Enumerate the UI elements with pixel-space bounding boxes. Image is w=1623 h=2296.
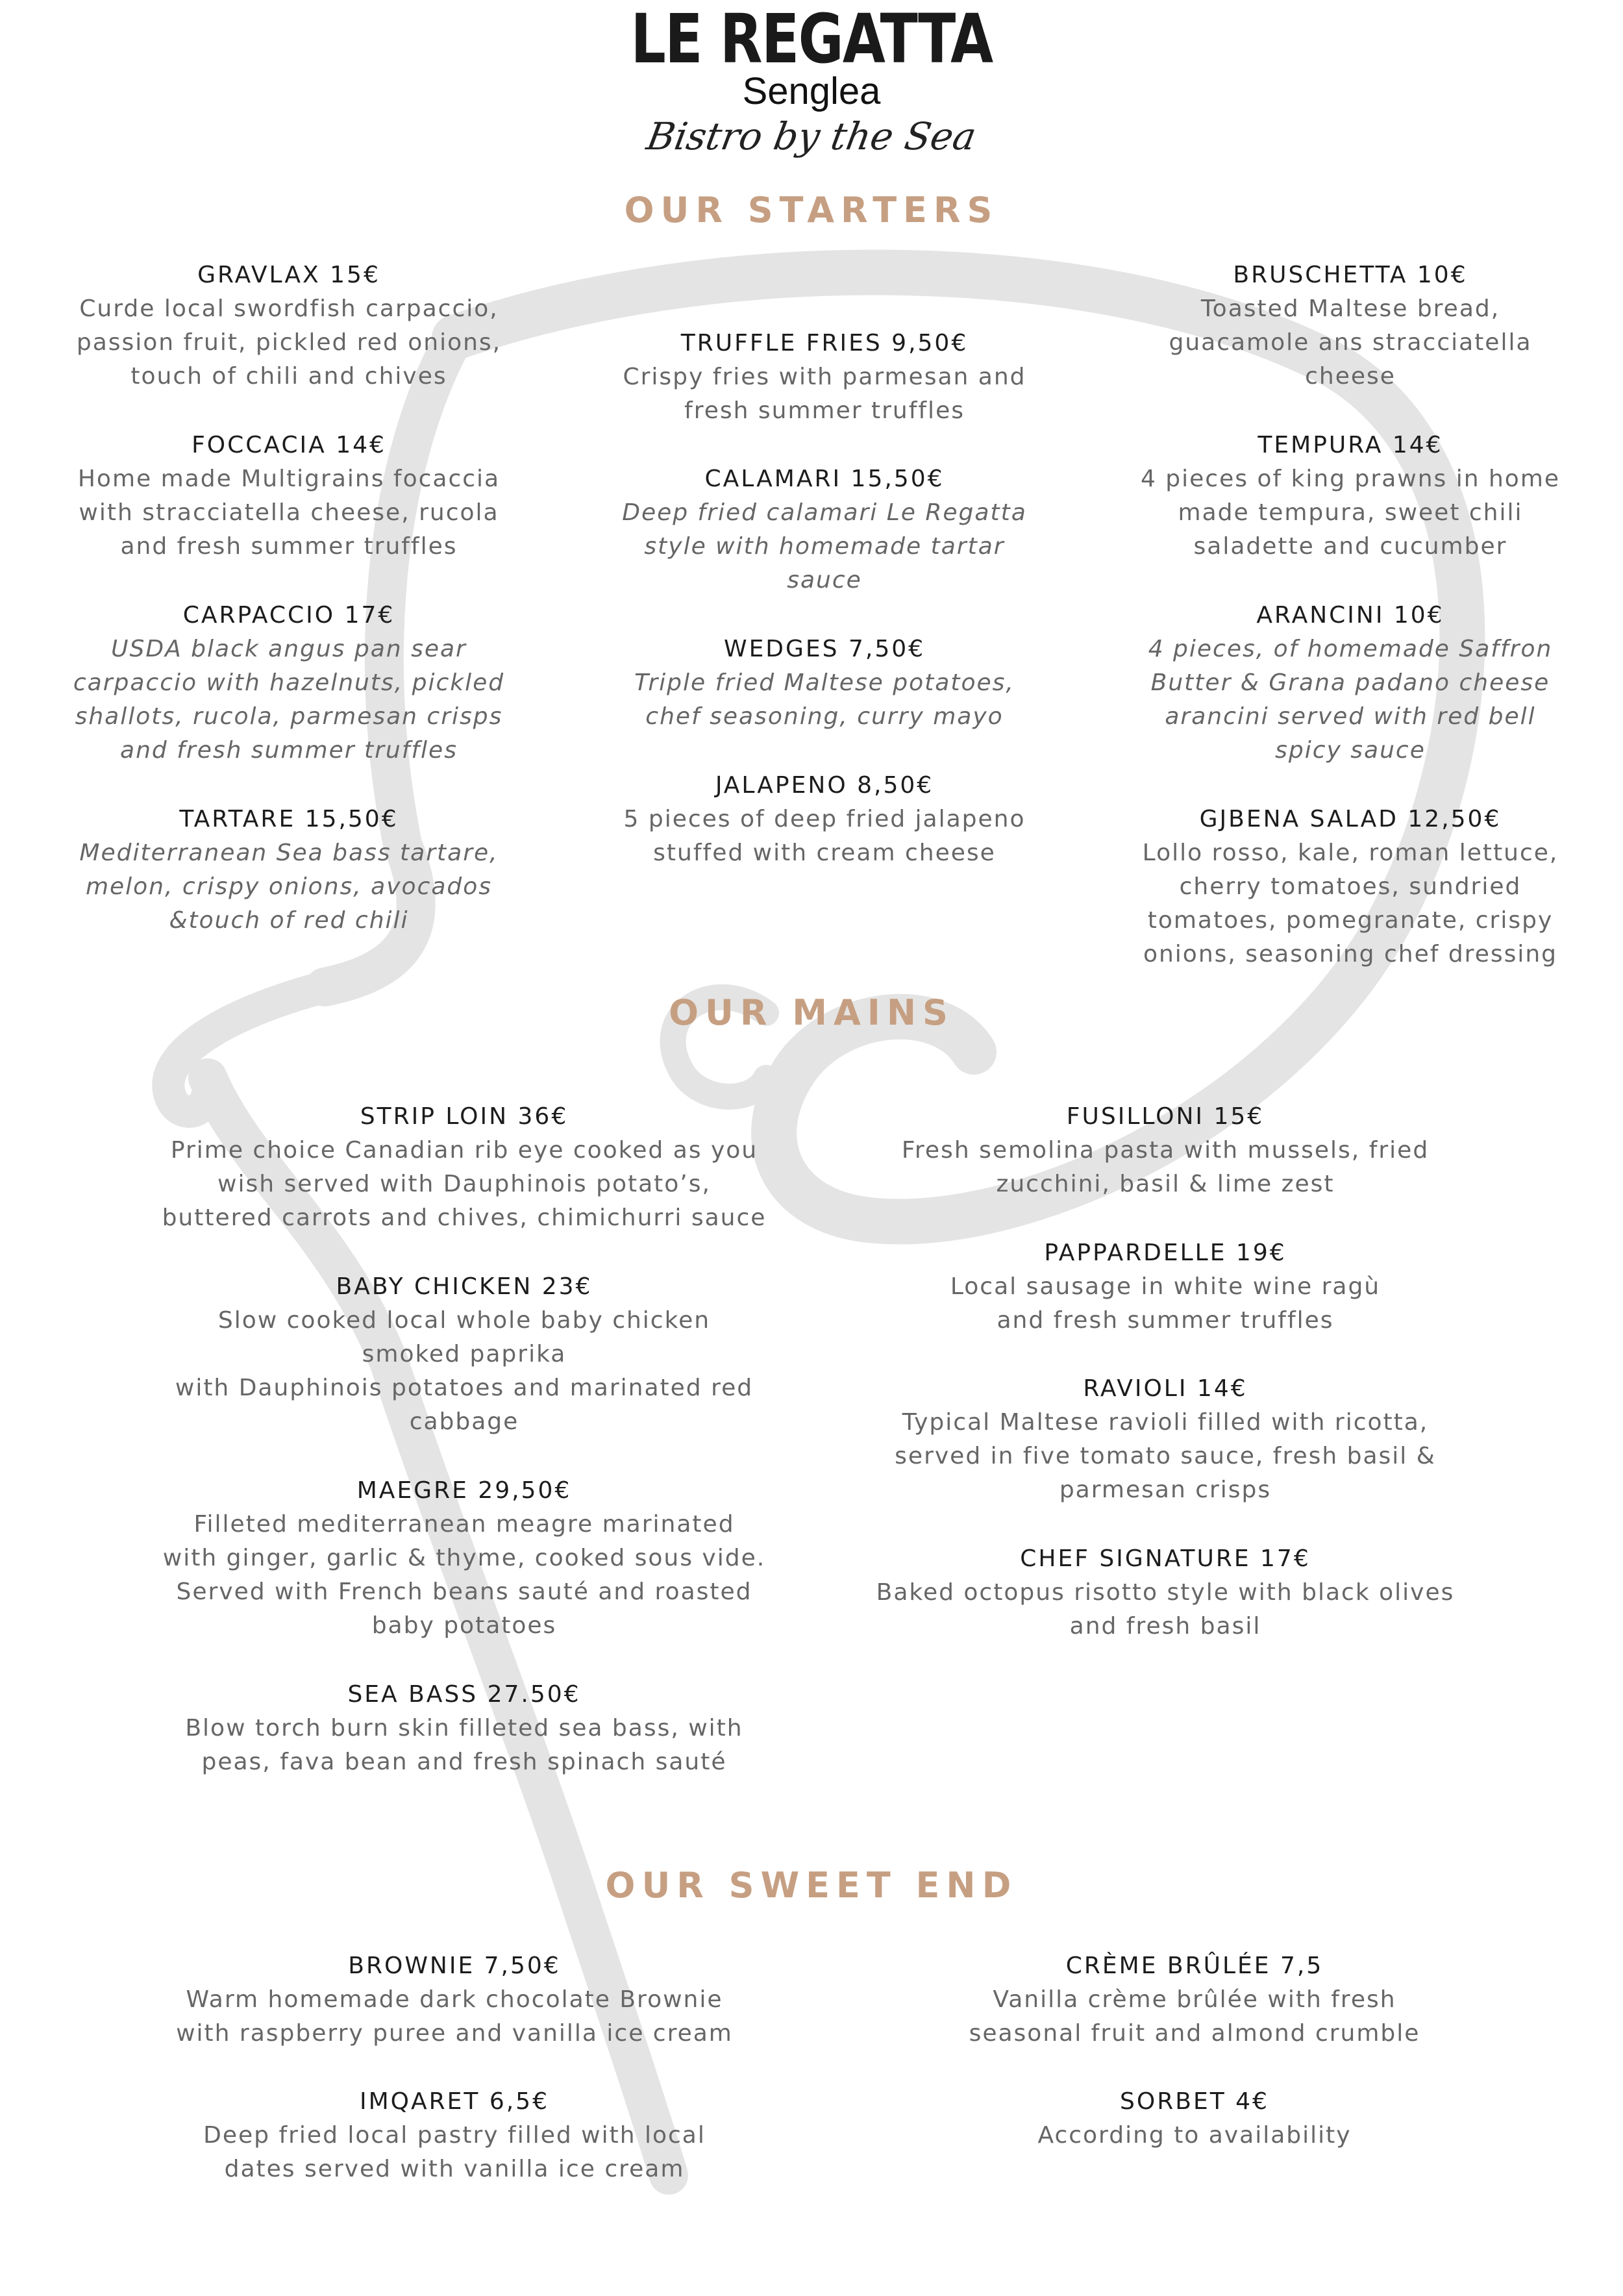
item-name: BROWNIE 7,50€ — [348, 1953, 561, 1979]
menu-item-pappardelle — [844, 1236, 1487, 1338]
item-description: USDA black angus pan sear carpaccio with hazelnuts, pickled shallots, rucola, parmesan crisps and fresh summer truffles — [73, 636, 505, 764]
item-description: Vanilla crème brûlée with fresh seasonal fruit and almond crumble — [969, 1986, 1420, 2047]
item-name: BABY CHICKEN 23€ — [336, 1273, 593, 1300]
menu-item-calamari — [584, 462, 1065, 597]
item-description: 4 pieces of king prawns in home made tempura, sweet chili saladette and cucumber — [1140, 466, 1561, 560]
item-name: TRUFFLE FRIES 9,50€ — [680, 330, 969, 356]
menu-item-maegre — [143, 1474, 786, 1643]
section-heading-starters: OUR STARTERS — [624, 190, 999, 231]
menu-item-fusilloni — [844, 1100, 1487, 1201]
item-name: CRÈME BRÛLÉE 7,5 — [1065, 1953, 1324, 1979]
restaurant-location: Senglea — [742, 70, 881, 112]
menu-item-imqaret — [143, 2085, 766, 2186]
item-description: Filleted mediterranean meagre marinated with ginger, garlic & thyme, cooked sous vide. Served with French beans sauté and roasted baby potatoes — [162, 1511, 766, 1639]
menu-item-chef-signature — [844, 1542, 1487, 1643]
item-description: Fresh semolina pasta with mussels, fried zucchini, basil & lime zest — [901, 1137, 1430, 1197]
menu-item-carpaccio — [58, 599, 519, 767]
item-description: Triple fried Maltese potatoes, chef seasoning, curry mayo — [634, 669, 1015, 730]
menu-item-tempura — [1117, 429, 1584, 564]
item-name: TARTARE 15,50€ — [179, 806, 399, 832]
item-name: ARANCINI 10€ — [1256, 602, 1444, 629]
item-description: Baked octopus risotto style with black olives and fresh basil — [876, 1579, 1455, 1640]
section-heading-desserts: OUR SWEET END — [605, 1865, 1018, 1906]
item-name: CALAMARI 15,50€ — [704, 466, 945, 492]
item-name: SEA BASS 27.50€ — [347, 1681, 581, 1708]
item-name: CHEF SIGNATURE 17€ — [1020, 1545, 1311, 1572]
item-name: BRUSCHETTA 10€ — [1233, 262, 1468, 288]
item-description: 4 pieces, of homemade Saffron Butter & Grana padano cheese arancini served with red bell spicy sauce — [1148, 636, 1553, 764]
menu-item-sea-bass — [143, 1678, 786, 1779]
item-name: IMQARET 6,5€ — [360, 2088, 549, 2115]
item-name: RAVIOLI 14€ — [1083, 1375, 1248, 1402]
menu-item-gravlax — [58, 258, 519, 393]
item-description: Curde local swordfish carpaccio, passion fruit, pickled red onions, touch of chili and chives — [76, 295, 502, 390]
item-name: SORBET 4€ — [1120, 2088, 1269, 2115]
menu-item-strip-loin — [143, 1100, 786, 1235]
section-heading-mains: OUR MAINS — [669, 992, 954, 1033]
item-name: CARPACCIO 17€ — [182, 602, 395, 629]
item-description: Warm homemade dark chocolate Brownie with raspberry puree and vanilla ice cream — [176, 1986, 733, 2047]
item-description: Prime choice Canadian rib eye cooked as you wish served with Dauphinois potato’s, buttered carrots and chives, chimichurri sauce — [162, 1137, 767, 1231]
menu-item-truffle-fries — [584, 327, 1065, 428]
item-description: 5 pieces of deep fried jalapeno stuffed with cream cheese — [623, 806, 1026, 866]
menu-item-foccacia — [58, 429, 519, 564]
menu-item-baby-chicken — [143, 1270, 786, 1439]
menu-item-creme-brulee — [883, 1949, 1506, 2051]
item-name: TEMPURA 14€ — [1258, 432, 1443, 458]
menu-item-gjbena-salad — [1117, 803, 1584, 971]
item-description: Slow cooked local whole baby chicken smoked paprika with Dauphinois potatoes and marinated red cabbage — [175, 1307, 754, 1435]
item-description: Typical Maltese ravioli filled with ricotta, served in five tomato sauce, fresh basil & parmesan crisps — [895, 1409, 1436, 1503]
item-description: Toasted Maltese bread, guacamole ans stracciatella cheese — [1169, 295, 1532, 390]
restaurant-tagline: Bistro by the Sea — [643, 114, 980, 158]
menu-item-sorbet — [883, 2085, 1506, 2152]
menu-item-wedges — [584, 632, 1065, 734]
item-description: Deep fried calamari Le Regatta style with homemade tartar sauce — [622, 499, 1027, 593]
item-name: PAPPARDELLE 19€ — [1044, 1240, 1287, 1266]
item-description: Mediterranean Sea bass tartare, melon, crispy onions, avocados &touch of red chili — [79, 840, 499, 934]
item-name: FOCCACIA 14€ — [192, 432, 386, 458]
item-name: MAEGRE 29,50€ — [356, 1477, 572, 1504]
menu-item-jalapeno — [584, 769, 1065, 870]
item-description: Crispy fries with parmesan and fresh summer truffles — [623, 364, 1026, 424]
item-description: Local sausage in white wine ragù and fresh summer truffles — [950, 1273, 1381, 1334]
item-description: Home made Multigrains focaccia with stracciatella cheese, rucola and fresh summer truffles — [77, 466, 501, 560]
item-name: JALAPENO 8,50€ — [715, 772, 934, 799]
item-description: Deep fried local pastry filled with local dates served with vanilla ice cream — [203, 2122, 706, 2182]
item-description: Blow torch burn skin filleted sea bass, with peas, fava bean and fresh spinach sauté — [185, 1715, 743, 1775]
item-name: WEDGES 7,50€ — [723, 636, 926, 662]
menu-item-brownie — [143, 1949, 766, 2051]
menu-item-arancini — [1117, 599, 1584, 767]
item-description: Lollo rosso, kale, roman lettuce, cherry tomatoes, sundried tomatoes, pomegranate, crispy onions, seasoning chef dressing — [1142, 840, 1559, 967]
item-name: FUSILLONI 15€ — [1066, 1103, 1265, 1130]
menu-item-tartare — [58, 803, 519, 938]
item-description: According to availability — [1037, 2122, 1352, 2149]
menu-item-ravioli — [844, 1372, 1487, 1507]
item-name: STRIP LOIN 36€ — [360, 1103, 569, 1130]
item-name: GJBENA SALAD 12,50€ — [1199, 806, 1502, 832]
item-name: GRAVLAX 15€ — [197, 262, 380, 288]
menu-item-bruschetta — [1117, 258, 1584, 393]
restaurant-logo-title: LE REGATTA — [630, 0, 993, 79]
